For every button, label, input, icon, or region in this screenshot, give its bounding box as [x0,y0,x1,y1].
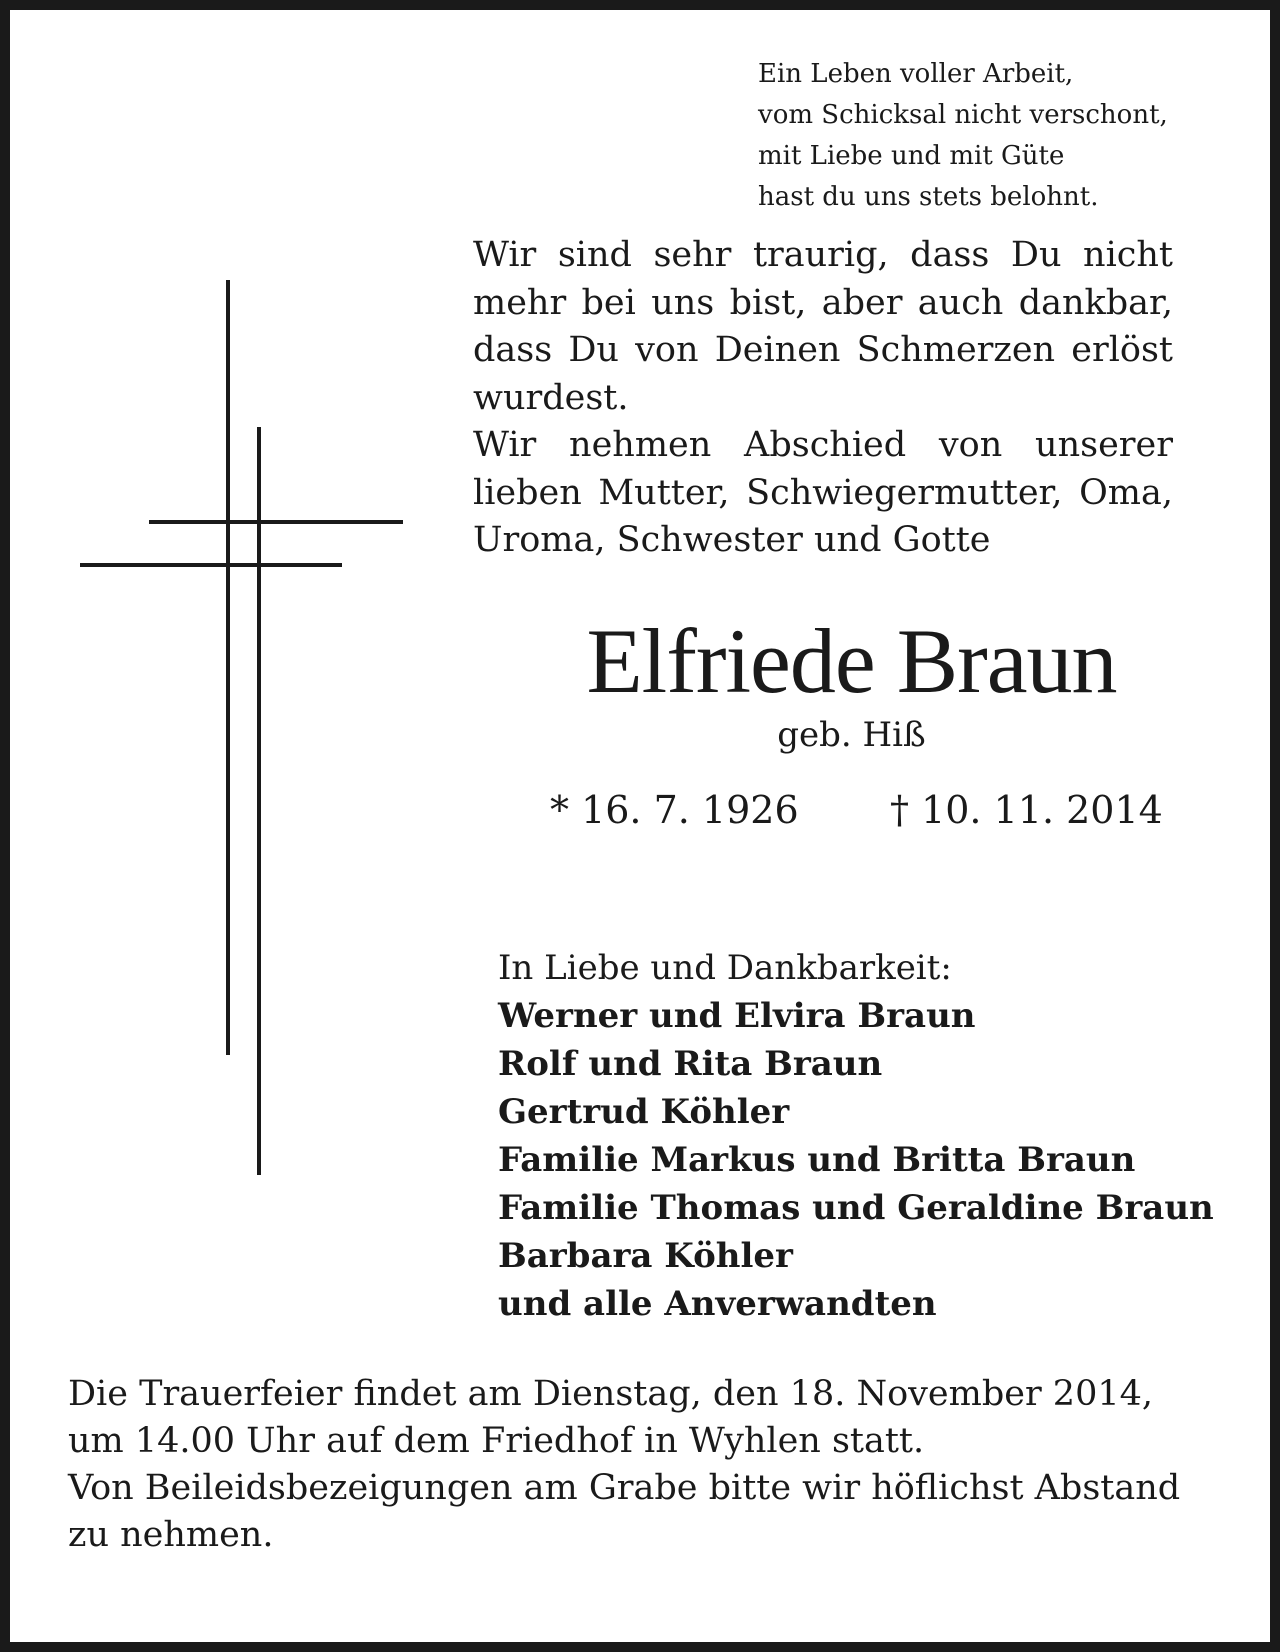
cross-front-vertical [257,427,261,1175]
mourners-lead: In Liebe und Dankbarkeit: [498,948,952,988]
intro-paragraph: Wir nehmen Abschied von unserer lieben Mutter, Schwiegermutter, Oma, Uroma, Schwester und Gotte [473,425,1173,560]
poem-line: Ein Leben voller Arbeit, [758,59,1074,89]
mourners-list [498,944,1258,1328]
death-date: † 10. 11. 2014 [890,788,1163,832]
funeral-notice [68,1371,1208,1559]
notice-line: Die Trauerfeier findet am Dienstag, den 18. November 2014, [68,1374,1153,1414]
deceased-name: Elfriede Braun [586,610,1117,712]
cross-front-horizontal [80,563,342,567]
notice-line: zu nehmen. [68,1515,274,1555]
notice-line: Von Beileidsbezeigungen am Grabe bitte wir höflichst Abstand [68,1468,1181,1508]
mourner-name: Familie Markus und Britta Braun [498,1140,1136,1180]
intro-text [473,232,1173,565]
mourner-name: Familie Thomas und Geraldine Braun [498,1188,1214,1228]
poem-line: mit Liebe und mit Güte [758,141,1065,171]
poem [758,54,1178,218]
poem-line: hast du uns stets belohnt. [758,182,1099,212]
mourner-name: Barbara Köhler [498,1236,793,1276]
birth-date: * 16. 7. 1926 [550,788,799,832]
mourner-name: Gertrud Köhler [498,1092,790,1132]
mourner-name: und alle Anverwandten [498,1284,937,1324]
cross-back-vertical [226,280,230,1055]
mourner-name: Rolf und Rita Braun [498,1044,883,1084]
poem-line: vom Schicksal nicht verschont, [758,100,1168,130]
maiden-name: geb. Hiß [777,715,926,755]
intro-paragraph: Wir sind sehr traurig, dass Du nicht mehr bei uns bist, aber auch dankbar, dass Du von Deinen Schmerzen erlöst wurdest. [473,235,1173,418]
notice-line: um 14.00 Uhr auf dem Friedhof in Wyhlen statt. [68,1421,925,1461]
cross-back-horizontal [149,520,403,524]
mourner-name: Werner und Elvira Braun [498,996,976,1036]
